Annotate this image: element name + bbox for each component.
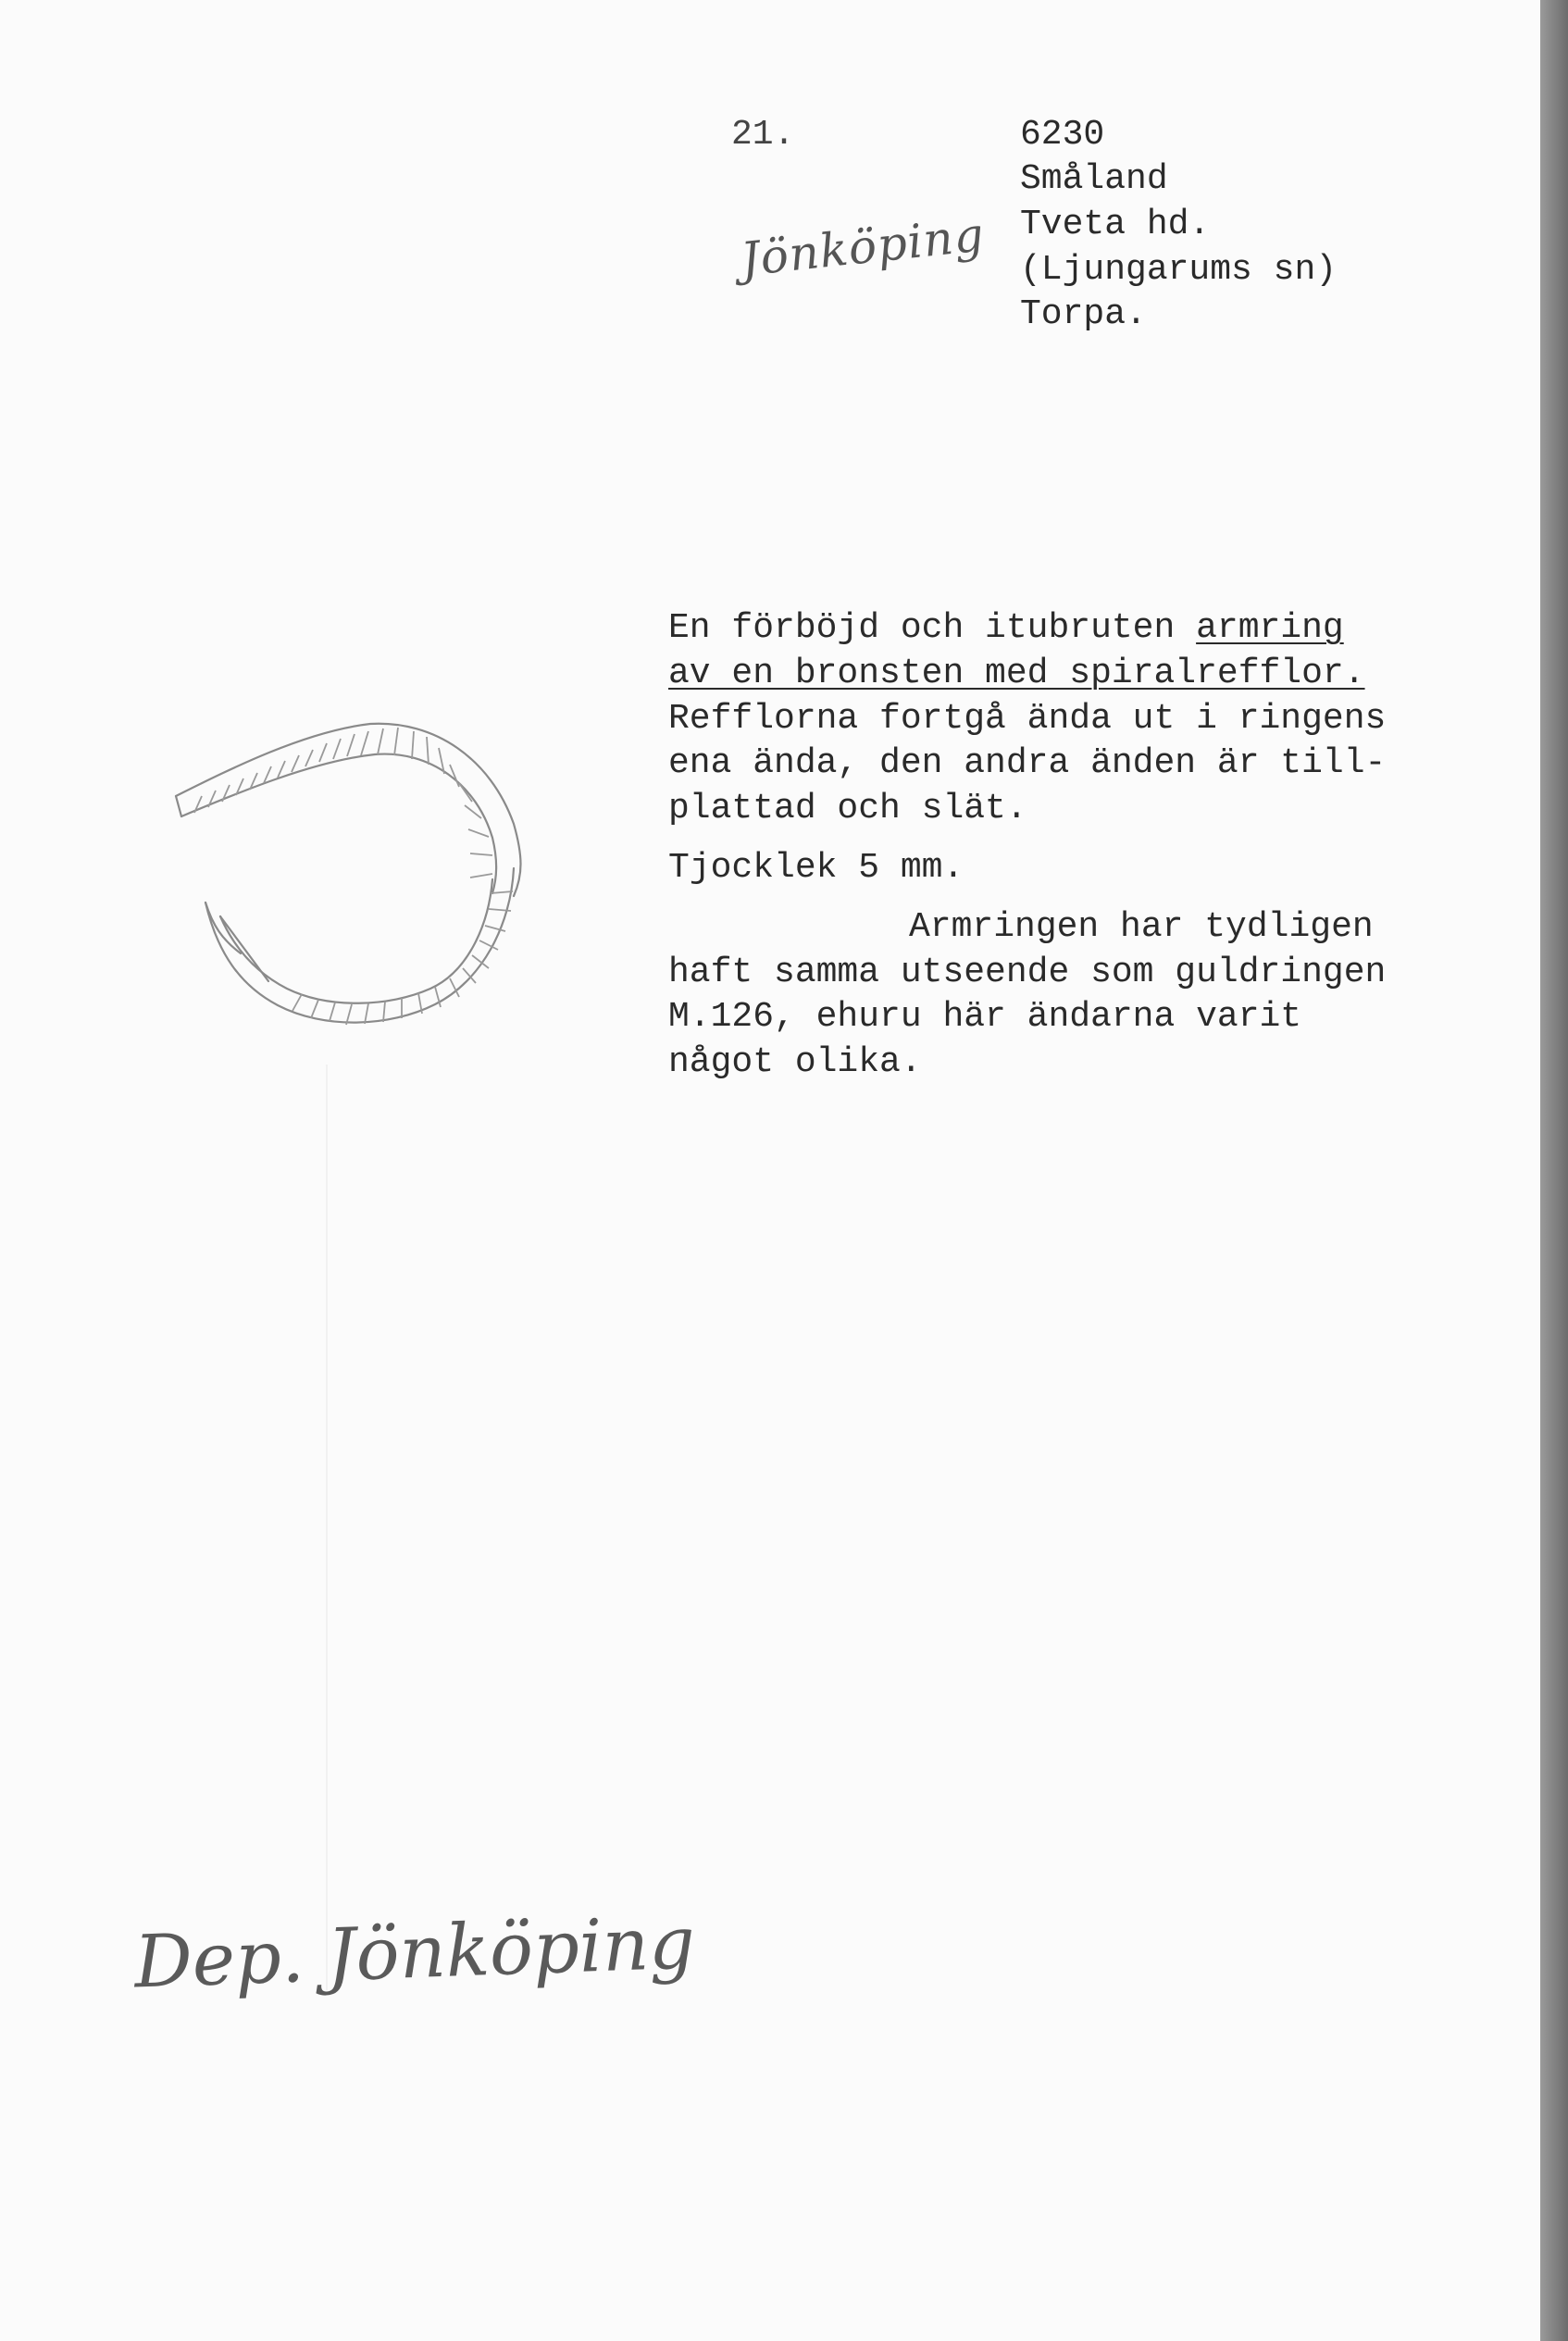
description-text: En förböjd och itubruten [668, 608, 1197, 648]
district: Tveta hd. [1020, 205, 1211, 244]
underlined-term: armring [1196, 608, 1344, 648]
handwritten-footer-note: Dep. Jönköping [132, 1901, 697, 2005]
bracelet-sketch [167, 704, 555, 1055]
description-line-3: Refflorna fortgå ända ut i ringens [668, 699, 1387, 739]
page-edge-shadow [1540, 0, 1568, 2341]
handwritten-margin-note: Jönköping [738, 207, 988, 287]
location: Torpa. [1020, 294, 1147, 334]
paragraph-2-line-2: haft samma utseende som guldringen [668, 953, 1387, 992]
description-line-1 [668, 606, 1344, 652]
catalog-number: 6230 [1020, 115, 1105, 155]
paragraph-2-line-3: M.126, ehuru här ändarna varit [668, 997, 1302, 1037]
province: Småland [1020, 159, 1168, 199]
paragraph-2-line-1: Armringen har tydligen [909, 907, 1374, 947]
thickness-line: Tjocklek 5 mm. [668, 848, 964, 888]
parish: (Ljungarums sn) [1020, 250, 1338, 290]
description-line-2: av en bronsten med spiralrefflor. [668, 654, 1365, 693]
item-number: 21. [731, 115, 795, 155]
description-line-5: plattad och slät. [668, 789, 1027, 828]
ruled-line [326, 1065, 328, 1990]
paragraph-2-line-4: något olika. [668, 1042, 922, 1082]
description-line-4: ena ända, den andra änden är till- [668, 743, 1387, 783]
